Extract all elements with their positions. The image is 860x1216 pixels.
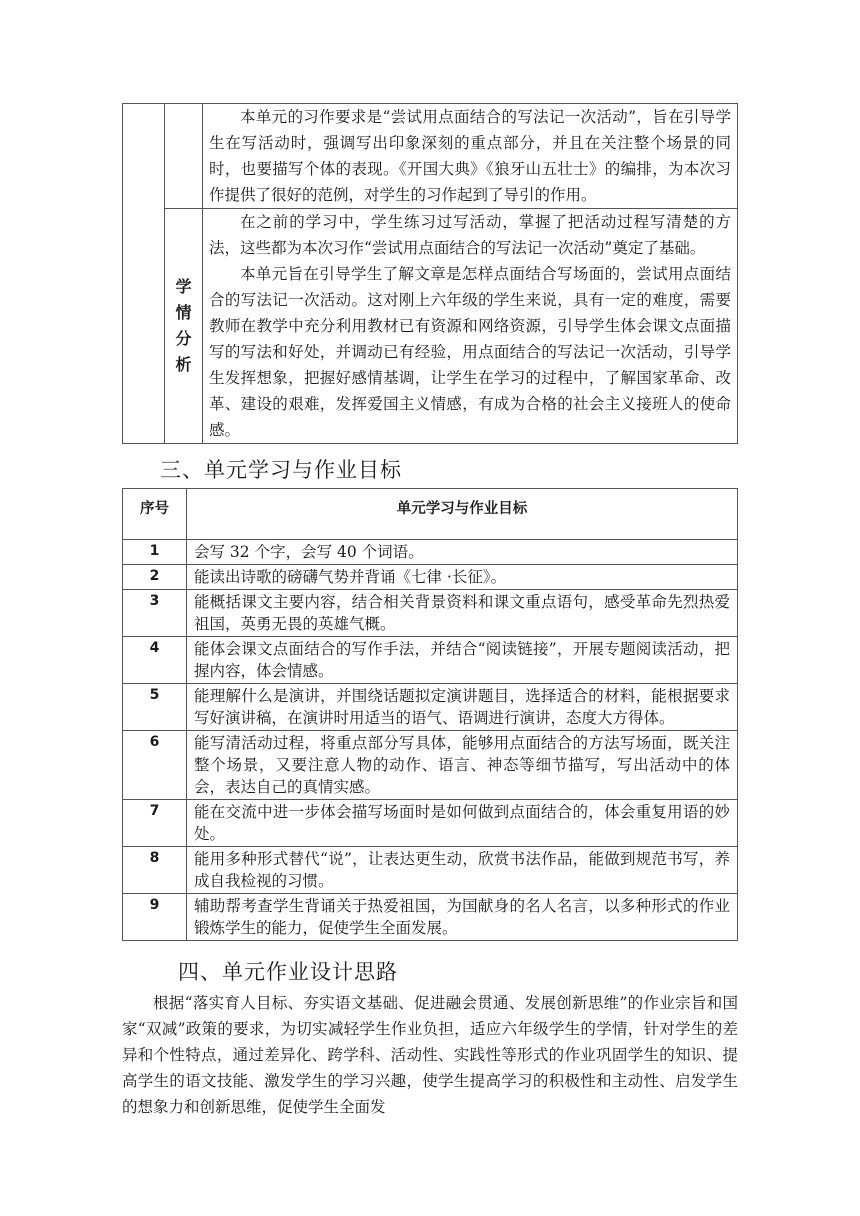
goal-number: 2 [123,565,187,590]
goal-text: 能在交流中进一步体会描写场面时是如何做到点面结合的，体会重复用语的妙处。 [187,800,738,847]
goal-number: 6 [123,731,187,800]
goal-text: 能读出诗歌的磅礴气势并背诵《七律 ·长征》。 [187,565,738,590]
goal-text: 辅助帮考查学生背诵关于热爱祖国，为国献身的名人名言，以多种形式的作业锻炼学生的能力，促使学生全面发展。 [187,894,738,941]
table-row [123,847,738,894]
section-heading-design: 四、单元作业设计思路 [178,960,398,984]
table-row [123,565,738,590]
table-row [123,540,738,565]
goal-text: 能写清活动过程，将重点部分写具体，能够用点面结合的方法写场面，既关注整个场景，又要注意人物的动作、语言、神态等细节描写，写出活动中的体会，表达自己的真情实感。 [187,731,738,800]
goal-number: 1 [123,540,187,565]
goals-header-row [123,489,738,540]
goal-number: 4 [123,637,187,684]
goal-number: 3 [123,590,187,637]
label-char: 分 [175,329,192,348]
analysis-empty-label-cell [165,104,203,209]
goal-text: 能理解什么是演讲，并围绕话题拟定演讲题目，选择适合的材料，能根据要求写好演讲稿，在演讲时用适当的语气、语调进行演讲，态度大方得体。 [187,684,738,731]
section-heading-goals: 三、单元学习与作业目标 [160,458,402,482]
design-body-paragraph: 根据“落实育人目标、夯实语文基础、促进融会贯通、发展创新思维”的作业宗旨和国家“双减”政策的要求，为切实减轻学生作业负担，适应六年级学生的学情，针对学生的差异和个性特点，通过差异化、跨学科、活动性、实践性等形式的作业巩固学生的知识、提高学生的语文技能、激发学生的学习兴趣，使学生提高学习的积极性和主动性、启发学生的想象力和创新思维，促使学生全面发 [122,994,738,1116]
analysis-row-student [123,209,738,444]
label-char: 情 [175,303,192,322]
label-char: 析 [175,355,192,374]
goal-number: 9 [123,894,187,941]
goal-number: 7 [123,800,187,847]
student-analysis-label [165,209,203,444]
table-row [123,731,738,800]
table-row [123,637,738,684]
goal-text: 会写 32 个字，会写 40 个词语。 [187,540,738,565]
goal-number: 5 [123,684,187,731]
table-row [123,894,738,941]
analysis-empty-cell [123,104,165,444]
goal-number: 8 [123,847,187,894]
col-header-goal: 单元学习与作业目标 [187,489,738,540]
goals-table [122,488,738,941]
table-row [123,590,738,637]
col-header-index: 序号 [123,489,187,540]
analysis-row-top [123,104,738,209]
goal-text: 能体会课文点面结合的写作手法，并结合“阅读链接”，开展专题阅读活动，把握内容，体会情感。 [187,637,738,684]
table-row [123,684,738,731]
analysis-top-cell [203,104,738,209]
analysis-table [122,103,738,444]
analysis-top-paragraph: 本单元的习作要求是“尝试用点面结合的写法记一次活动”，旨在引导学生在写活动时，强调写出印象深刻的重点部分，并且在关注整个场景的同时，也要描写个体的表现。《开国大典》《狼牙山五壮士》的编排，为本次习作提供了很好的范例，对学生的习作起到了导引的作用。 [209,108,731,204]
table-row [123,800,738,847]
student-analysis-paragraph-1: 在之前的学习中，学生练习过写活动，掌握了把活动过程写清楚的方法，这些都为本次习作“尝试用点面结合的写法记一次活动”奠定了基础。 [209,213,731,257]
goal-text: 能用多种形式替代“说”，让表达更生动，欣赏书法作品，能做到规范书写，养成自我检视的习惯。 [187,847,738,894]
student-analysis-paragraph-2: 本单元旨在引导学生了解文章是怎样点面结合写场面的，尝试用点面结合的写法记一次活动。这对刚上六年级的学生来说，具有一定的难度，需要教师在教学中充分利用教材已有资源和网络资源，引导学生体会课文点面描写的写法和好处，并调动已有经验，用点面结合的写法记一次活动，引导学生发挥想象，把握好感情基调，让学生在学习的过程中，了解国家革命、改革、建设的艰难，发挥爱国主义情感，有成为合格的社会主义接班人的使命感。 [209,265,731,439]
student-analysis-cell [203,209,738,444]
goal-text: 能概括课文主要内容，结合相关背景资料和课文重点语句，感受革命先烈热爱祖国，英勇无畏的英雄气概。 [187,590,738,637]
label-char: 学 [175,277,192,296]
